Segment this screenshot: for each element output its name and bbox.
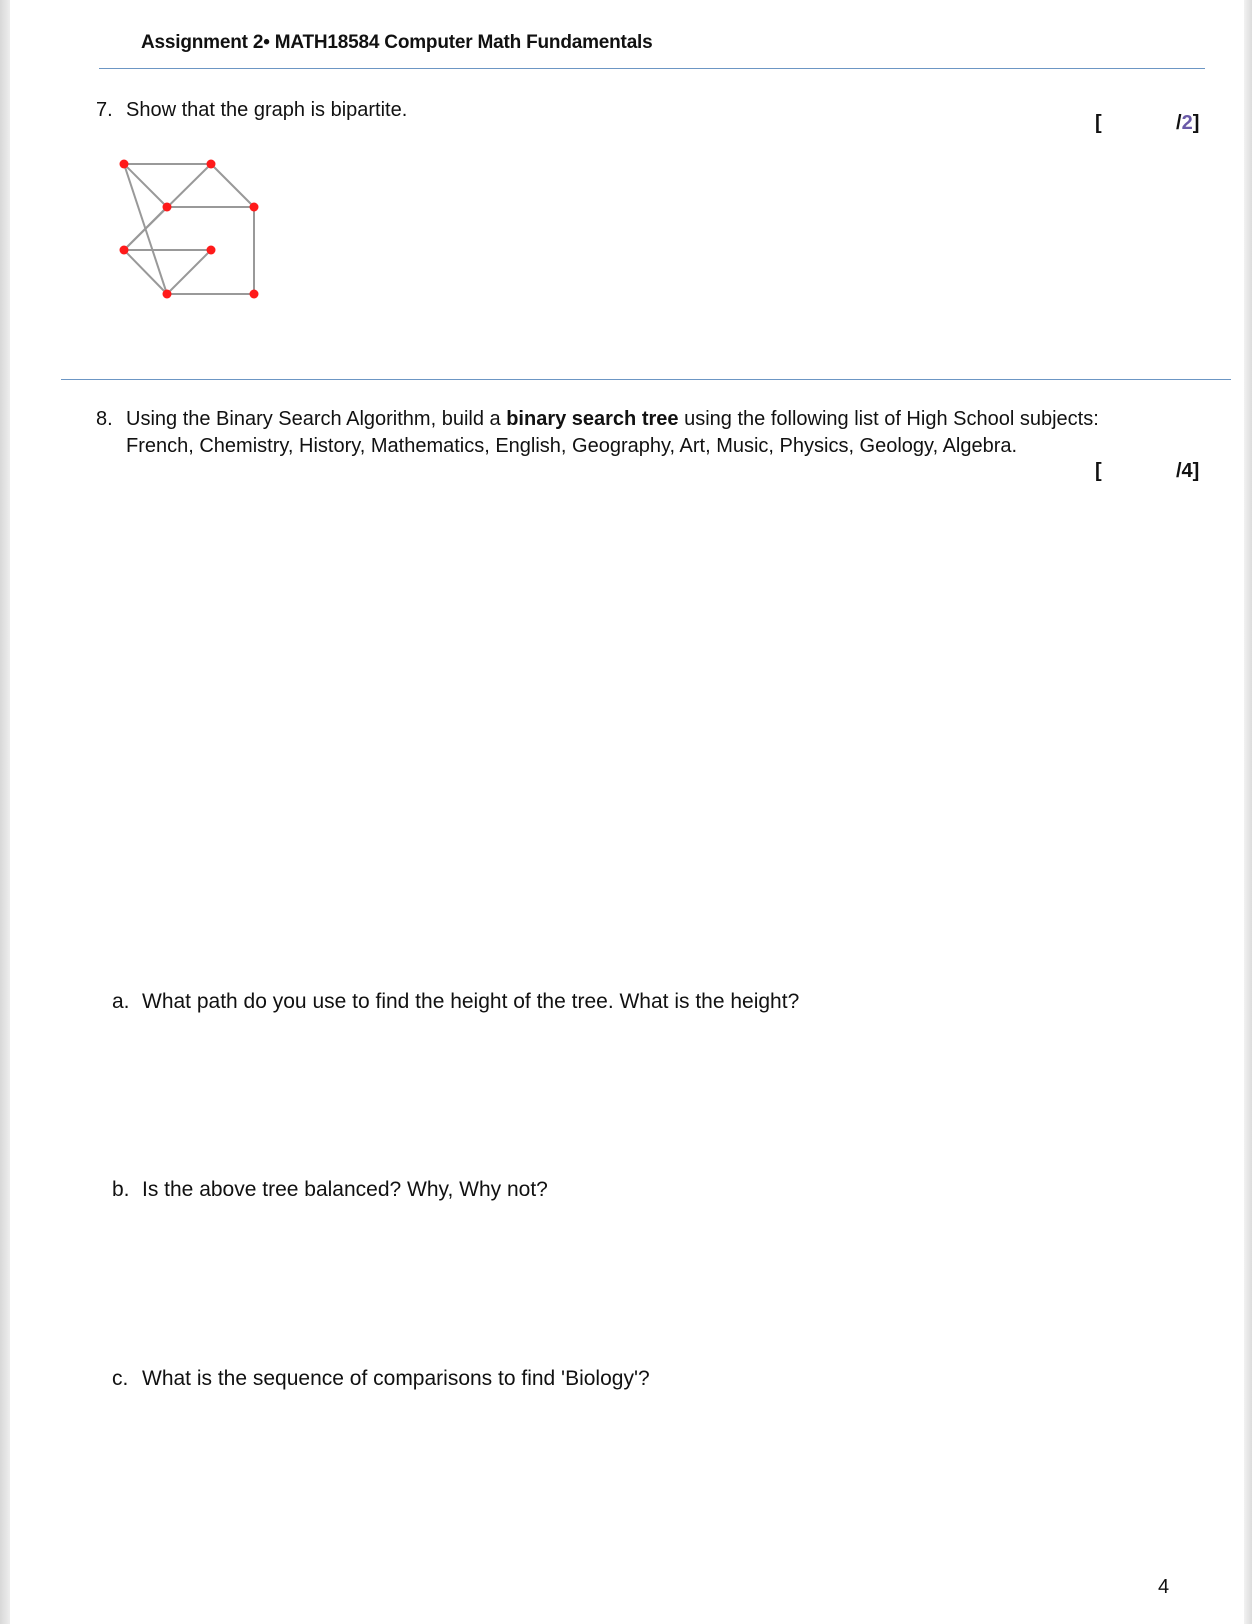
question-7-bracket: [ xyxy=(1095,112,1102,134)
graph-node-H xyxy=(250,290,259,299)
graph-node-G xyxy=(163,290,172,299)
question-7-marks-value: 2 xyxy=(1181,112,1193,134)
question-7-marks-slash: / xyxy=(1176,112,1182,134)
question-8-bold-term: binary search tree xyxy=(506,408,679,430)
header-assignment: Assignment 2 xyxy=(141,32,264,53)
question-7-text: Show that the graph is bipartite. xyxy=(126,99,408,121)
question-7-marks xyxy=(1176,112,1199,135)
graph-node-B xyxy=(207,160,216,169)
part-a-label: a. xyxy=(112,990,130,1013)
graph-edges xyxy=(124,164,254,294)
part-c-label: c. xyxy=(112,1367,129,1390)
page-header xyxy=(141,32,653,54)
question-7-marks-close: ] xyxy=(1192,112,1200,134)
graph-node-A xyxy=(120,160,129,169)
part-b-text: Is the above tree balanced? Why, Why not? xyxy=(142,1178,548,1201)
question-7-number: 7. xyxy=(96,99,113,121)
part-a-text: What path do you use to find the height of the tree. What is the height? xyxy=(142,990,800,1013)
question-8 xyxy=(96,406,1099,460)
question-7 xyxy=(96,97,407,124)
part-b xyxy=(112,1178,548,1202)
part-c-text: What is the sequence of comparisons to find 'Biology'? xyxy=(142,1367,650,1390)
question-8-line1-post: using the following list of High School subjects: xyxy=(678,408,1099,430)
page-number: 4 xyxy=(1158,1576,1170,1598)
graph-edge-C-E xyxy=(124,207,167,250)
question-8-subject-list: French, Chemistry, History, Mathematics, English, Geography, Art, Music, Physics, Geology, Algebra. xyxy=(126,435,1018,457)
graph-node-C xyxy=(163,203,172,212)
bipartite-graph xyxy=(110,150,270,310)
graph-node-E xyxy=(120,246,129,255)
section-divider xyxy=(61,379,1231,380)
part-c xyxy=(112,1367,650,1391)
page-edge-left xyxy=(0,0,10,1624)
question-8-number: 8. xyxy=(96,408,113,430)
header-course: MATH18584 Computer Math Fundamentals xyxy=(269,32,653,53)
graph-edge-F-G xyxy=(167,250,211,294)
graph-node-F xyxy=(207,246,216,255)
graph-node-D xyxy=(250,203,259,212)
part-b-label: b. xyxy=(112,1178,130,1201)
part-a xyxy=(112,990,799,1014)
question-8-line1-pre: Using the Binary Search Algorithm, build a xyxy=(126,408,507,430)
graph-edge-B-D xyxy=(211,164,254,207)
header-rule xyxy=(99,68,1205,69)
question-8-marks: /4] xyxy=(1176,460,1200,482)
header-bullet: • xyxy=(263,32,270,53)
question-8-bracket: [ xyxy=(1095,460,1102,482)
page-edge-right xyxy=(1244,0,1252,1624)
